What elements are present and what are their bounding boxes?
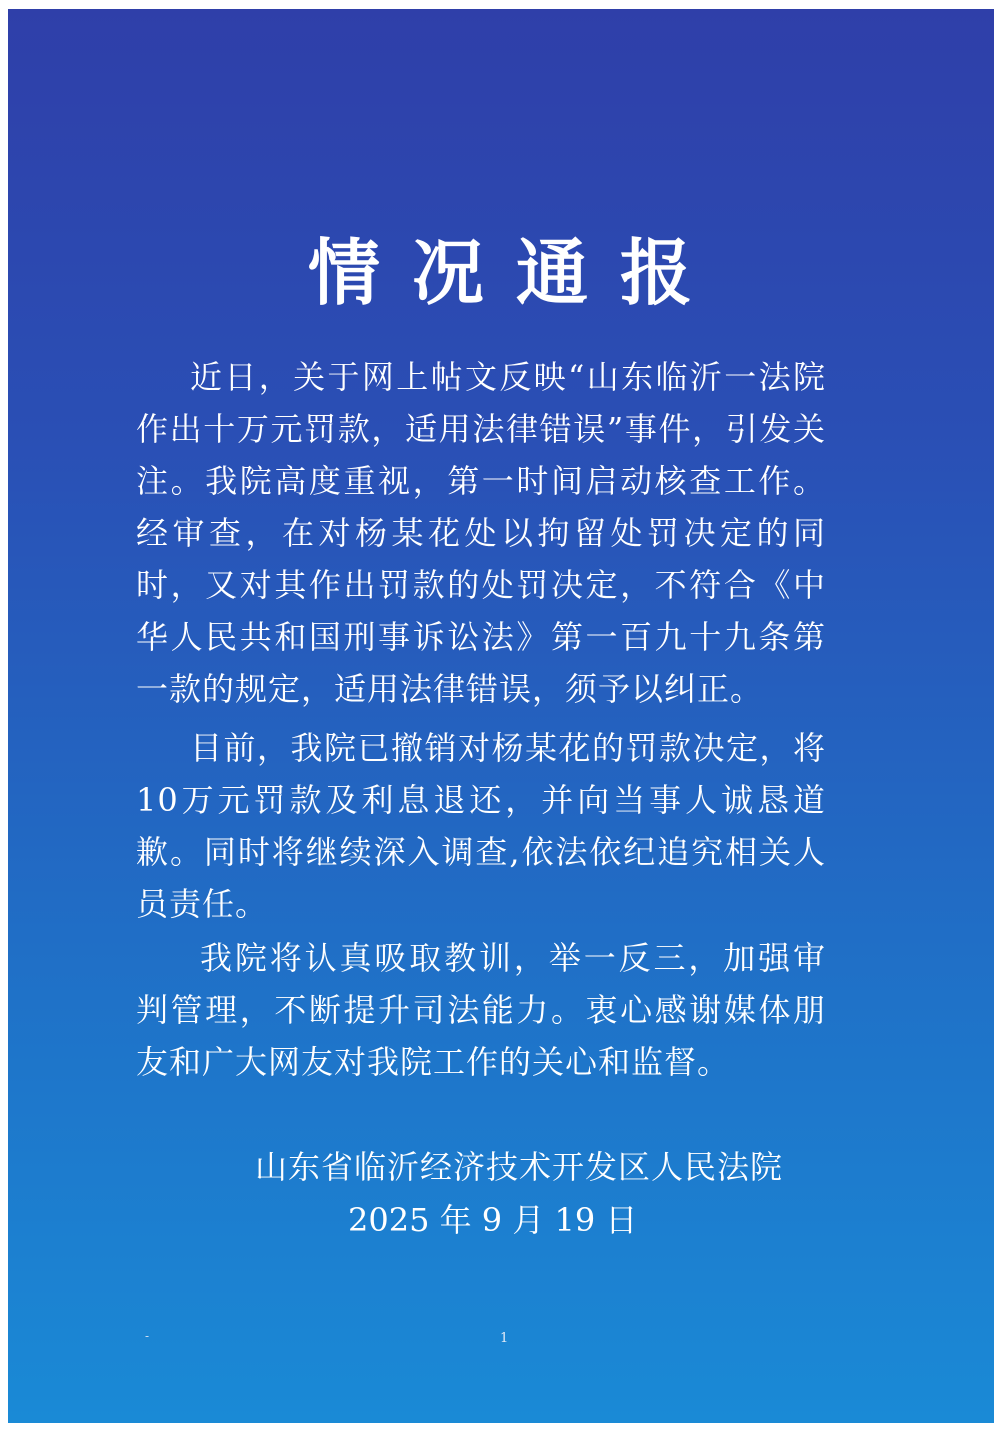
body-paragraph-1: 近日，关于网上帖文反映“山东临沂一法院作出十万元罚款，适用法律错误”事件，引发关注。我院高度重视，第一时间启动核查工作。经审查，在对杨某花处以拘留处罚决定的同时，又对其作出罚款的处罚决定，不符合《中华人民共和国刑事诉讼法》第一百九十九条第一款的规定，适用法律错误，须予以纠正。: [136, 358, 826, 708]
body-paragraph-2: 目前，我院已撤销对杨某花的罚款决定，将10万元罚款及利息退还，并向当事人诚恳道歉。同时将继续深入调查,依法依纪追究相关人员责任。: [136, 729, 826, 923]
document-title: 情况通报: [307, 231, 724, 315]
notice-page: [8, 9, 994, 1423]
body-paragraph-3: 我院将认真吸取教训，举一反三，加强审判管理，不断提升司法能力。衷心感谢媒体朋友和广大网友对我院工作的关心和监督。: [136, 939, 826, 1081]
signature-organization: 山东省临沂经济技术开发区人民法院: [255, 1148, 784, 1186]
page-number: 1: [500, 1331, 509, 1346]
signature-date: 2025 年 9 月 19 日: [348, 1201, 638, 1239]
footer-mark: -: [145, 1329, 150, 1343]
